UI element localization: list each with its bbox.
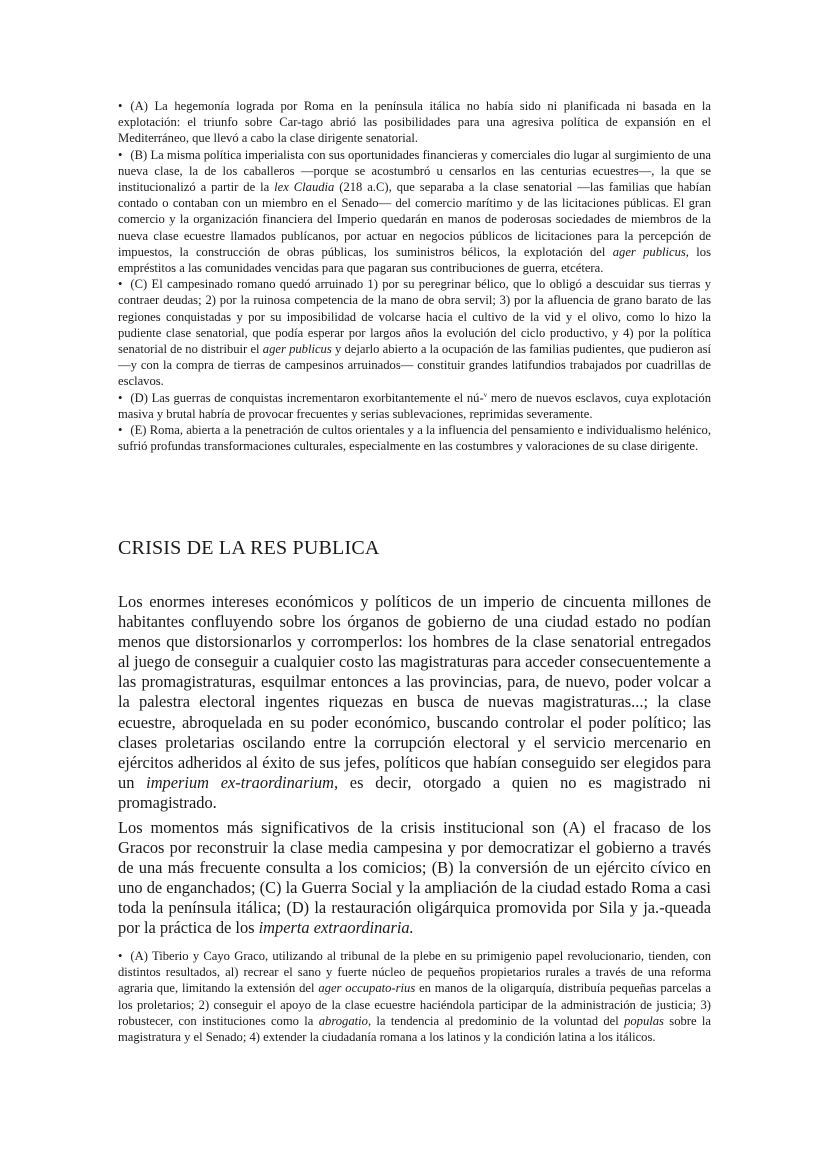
item-label: (B) <box>130 147 148 162</box>
bullet: • <box>118 949 123 963</box>
item-text: mero de nuevos esclavos, cuya explotación masiva y brutal habría de provocar frecuentes y serias sublevaciones, reprimidas severamente. <box>118 390 711 421</box>
item-label: (D) <box>130 390 148 405</box>
bullet: • <box>118 147 123 162</box>
italic-term: imperta extraordinaria. <box>258 918 414 938</box>
italic-term: ager publicus <box>262 342 332 357</box>
paragraph-text: es decir, otorgado a quien no es magistrado ni promagistrado. <box>118 772 711 812</box>
list-item <box>118 276 711 389</box>
body-paragraph-2 <box>118 818 711 939</box>
list-item <box>118 422 711 454</box>
list-item <box>118 98 711 147</box>
section-heading: CRISIS DE LA RES PUBLICA <box>118 537 380 559</box>
bottom-bullet-list <box>118 948 711 1045</box>
item-label: (C) <box>130 277 148 292</box>
italic-term: ager publicus, <box>612 244 689 259</box>
italic-term: ager occupato-rius <box>318 981 416 996</box>
item-text: y dejarlo abierto a la ocupación de las familias pudientes, que pudieron así —y con la compra de tierras de campesinos arruinados— constituir grandes latifundios trabajados por cuadrillas de esclavos. <box>118 342 711 389</box>
bullet: • <box>118 99 123 113</box>
bullet: • <box>118 390 123 405</box>
bullet: • <box>118 423 123 438</box>
item-text: Roma, abierta a la penetración de cultos orientales y a la influencia del pensamiento e individualismo helénico, sufrió profundas transformaciones culturales, especialmente en las costumbres y valoraciones de su clase dirigente. <box>118 423 711 454</box>
item-text: El campesinado romano quedó arruinado 1) por su peregrinar bélico, que lo obligó a descuidar sus tierras y contraer deudas; 2) por la ruinosa competencia de la mano de obra servil; 3) por la afluencia de grano barato de las regiones conquistadas y por su imposibilidad de volcarse hacia el cultivo de la vid y el olivo, como lo hizo la pudiente clase senatorial, que podía esperar por largos años la evolución del ciclo productivo, y 4) por la política senatorial de no distribuir el <box>118 277 711 357</box>
italic-term: abrogatio <box>318 1013 368 1028</box>
paragraph-text: Los enormes intereses económicos y políticos de un imperio de cincuenta millones de habitantes confluyendo sobre los órganos de gobierno de una ciudad estado no podían menos que distorsionarlos y corromperlos: los hombres de la clase senatorial entregados al juego de conseguir a cualquier costo las magistraturas para acceder consecuentemente a las promagistraturas, esquilmar entonces a las provincias, para, de nuevo, poder volcar a la palestra electoral ingentes riquezas en busca de nuevas magistraturas...; la clase ecuestre, abroquelada en su poder económico, buscando controlar el poder político; las clases proletarias oscilando entre la corrupción electoral y el servicio mercenario en ejércitos adheridos al éxito de sus jefes, políticos que habían conseguido ser elegidos para un <box>118 592 711 792</box>
item-label: (A) <box>130 99 148 113</box>
item-label: (A) <box>130 949 148 963</box>
italic-term: imperium ex-traordinarium, <box>146 772 339 792</box>
item-text: en manos de la oligarquía, distribuía pequeñas parcelas a los proletarios; 2) conseguir el apoyo de la clase ecuestre haciéndola participar de la administración de justicia; 3) robustecer, con instituciones como la <box>118 981 712 1028</box>
body-paragraph-1 <box>118 592 711 813</box>
italic-term: lex Claudia <box>274 180 335 195</box>
top-bullet-list <box>118 98 711 454</box>
item-text: Tiberio y Cayo Graco, utilizando al tribunal de la plebe en su primigenio papel revolucionario, tienden, con distintos resultados, al) recrear el sano y fuerte núcleo de pequeños propietarios rurales a través de una reforma agraria que, limitando la extensión del <box>118 949 711 996</box>
item-text: La misma política imperialista con sus oportunidades financieras y comerciales dio lugar al surgimiento de una nueva clase, la de los caballeros —porque se acostumbró u censarlos en las centurias ecuestres—, la que se institucionalizó a partir de la <box>118 147 711 195</box>
italic-term: populas <box>624 1013 664 1028</box>
list-item <box>118 147 711 277</box>
item-label: (E) <box>130 423 147 438</box>
paragraph-text: Los momentos más significativos de la crisis institucional son (A) el fracaso de los Gracos por reconstruir la clase media campesina y por democratizar el gobierno a través de una más frecuente consulta a los comicios; (B) la conversión de un ejército cívico en uno de enganchados; (C) la Guerra Social y la ampliación de la ciudad estado Roma a casi toda la península itálica; (D) la restauración oligárquica promovida por Sila y ja.-queada por la práctica de los <box>118 818 711 938</box>
item-text: (218 a.C), que separaba a la clase senatorial —las familias que habían contado o contaban con un miembro en el Senado— del comercio marítimo y de las licitaciones públicas. El gran comercio y la organización financiera del Imperio quedarán en manos de poderosas sociedades de miembros de la nueva clase ecuestre llamados publícanos, por actuar en negocios públicos de licitaciones para la percepción de impuestos, la construcción de obras públicas, los suministros bélicos, la explotación del <box>118 180 711 259</box>
item-text: , la tendencia al predominio de la voluntad del <box>367 1013 625 1028</box>
item-text: sobre la magistratura y el Senado; 4) extender la ciudadanía romana a los latinos y la condición latina a los itálicos. <box>118 1013 712 1045</box>
superscript-mark: v <box>483 390 488 399</box>
item-text: La hegemonía lograda por Roma en la península itálica no había sido ni planificada ni basada en la explotación: el triunfo sobre Car-tago abrió las posibilidades para una agresiva política de expansión en el Mediterráneo, que llevó a cabo la clase dirigente senatorial. <box>118 99 711 146</box>
bullet: • <box>118 277 123 292</box>
item-text: Las guerras de conquistas incrementaron exorbitantemente el nú- <box>151 390 484 405</box>
item-text: los empréstitos a las comunidades vencidas para que pagaran sus contribuciones de guerra, etcétera. <box>118 244 711 276</box>
list-item <box>118 390 711 422</box>
